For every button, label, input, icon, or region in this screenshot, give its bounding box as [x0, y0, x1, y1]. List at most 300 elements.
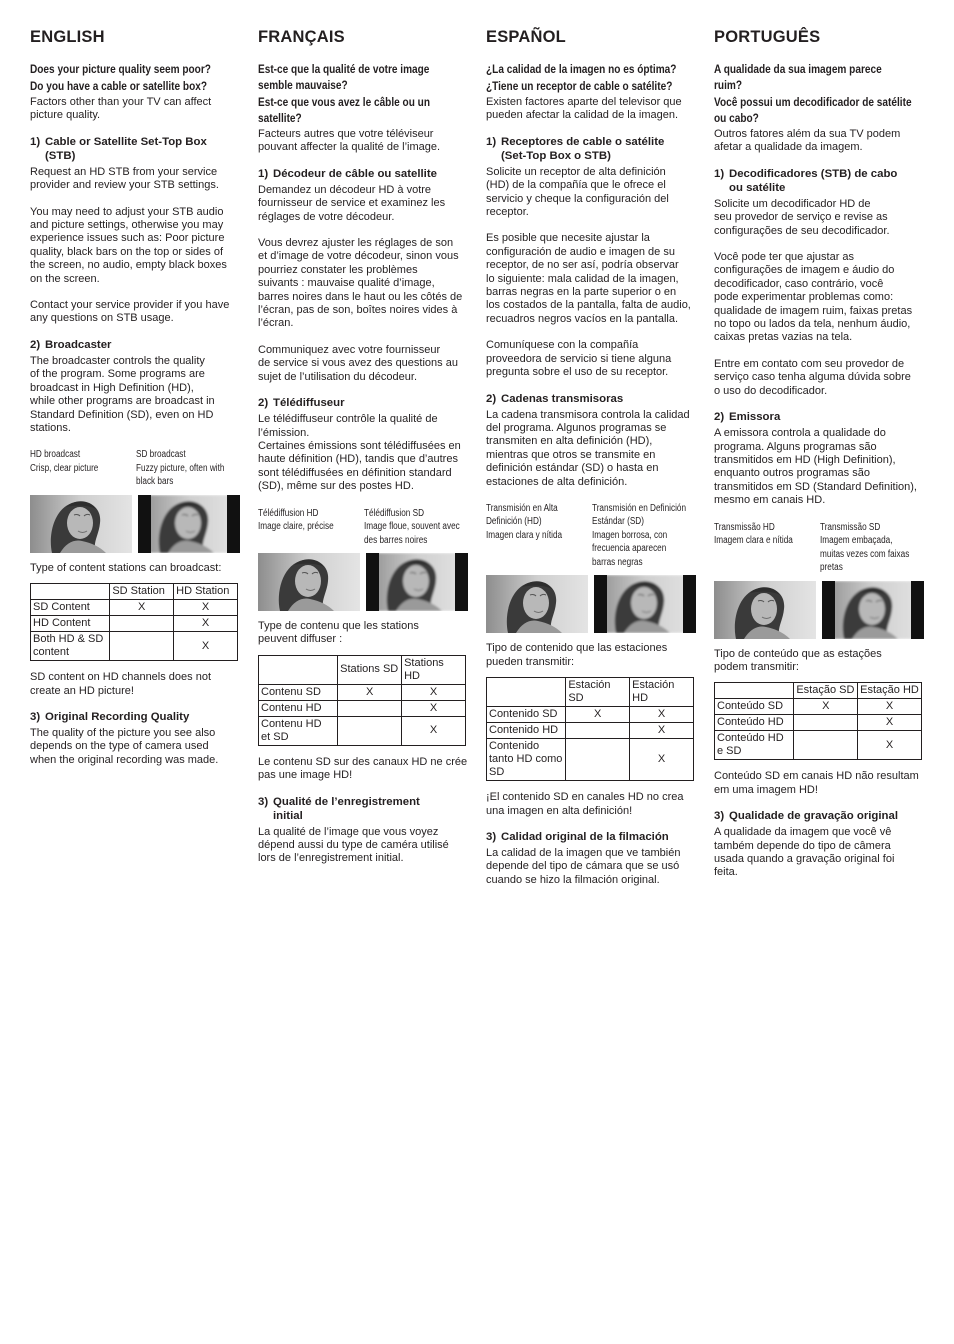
table-header-cell: SD Station: [110, 584, 174, 600]
section-1-paragraph-line: You may need to adjust your STB audio: [30, 205, 224, 218]
hd-caption-line: Transmissão HD: [714, 521, 775, 533]
language-title: PORTUGUÊS: [714, 28, 821, 46]
section-2-paragraph: [258, 413, 468, 493]
section-title: Cadenas transmisoras: [501, 392, 624, 405]
section-heading-3: [30, 710, 240, 724]
sd-caption: [364, 507, 460, 548]
section-number: 3): [486, 831, 497, 844]
section-number: 3): [30, 711, 41, 724]
broadcast-captions: [486, 502, 696, 570]
intro-questions: [258, 61, 468, 126]
section-heading-1: [486, 135, 696, 163]
section-title: (STB): [45, 149, 76, 162]
section-1-paragraph-line: any questions on STB usage.: [30, 312, 174, 325]
intro-question: Does your picture quality seem poor?: [30, 62, 211, 76]
language-column: [714, 28, 924, 880]
section-2-paragraph-line: enquanto outros programas são: [714, 467, 870, 480]
table-intro-line: Tipo de contenido que las estaciones: [486, 642, 668, 655]
table-row-label-line: SD: [489, 766, 505, 779]
intro-questions: [30, 61, 240, 94]
section-1-paragraph-line: Comuníquese con la compañía: [486, 339, 639, 352]
intro-text-line: Facteurs autres que votre téléviseur: [258, 128, 434, 140]
table-row-label: [31, 632, 110, 661]
table-intro-line: Type of content stations can broadcast:: [30, 561, 222, 574]
intro-text-line: Factors other than your TV can affect: [30, 96, 212, 108]
section-number: 1): [258, 167, 269, 180]
section-heading-1: [258, 167, 468, 181]
section-1-paragraph-line: de service si vous avez des questions au: [258, 357, 458, 370]
table-note: [714, 770, 924, 797]
sd-caption: [592, 502, 687, 570]
section-2-paragraph-line: stations.: [30, 421, 71, 434]
table-header-cell: [259, 655, 338, 684]
section-2-paragraph-line: of the program. Some programs are: [30, 368, 205, 381]
table-row: [487, 707, 694, 723]
table-note-line: SD content on HD channels does not: [30, 671, 212, 684]
sd-station-cell: [338, 700, 402, 716]
hd-caption: [30, 448, 115, 489]
sd-station-cell: [566, 723, 630, 739]
hd-sample-image-0: [30, 495, 132, 553]
section-number: 3): [714, 810, 725, 823]
section-1-paragraph-line: los costados de la pantalla, falta de audio,: [486, 299, 691, 312]
section-2-paragraph-line: broadcast in High Definition (HD),: [30, 381, 194, 394]
intro-question: ¿La calidad de la imagen no es óptima?: [486, 62, 677, 76]
section-title: Original Recording Quality: [45, 711, 190, 724]
section-1-paragraph-line: barras negras en la parte superior o en: [486, 286, 677, 299]
table-note-line: em uma imagem HD!: [714, 783, 818, 796]
table-intro-line: Type de contenu que les stations: [258, 620, 419, 633]
table-row: [715, 699, 922, 715]
hd-station-cell: X: [858, 715, 922, 731]
sd-caption-line: Imagen borrosa, con: [592, 529, 668, 541]
section-3-paragraph: [30, 727, 240, 767]
section-1-paragraph-line: seu provedor de serviço e revise as: [714, 211, 888, 224]
broadcast-images: [258, 553, 468, 611]
section-1-paragraph-line: provider and review your STB settings.: [30, 179, 219, 192]
sd-caption: [820, 521, 910, 575]
intro-text: [30, 96, 240, 123]
section-2-paragraph-line: (SD), même sur des postes HD.: [258, 480, 414, 493]
section-3-paragraph: [486, 847, 696, 887]
sd-caption-line: barras negras: [592, 556, 643, 568]
table-header-cell: [715, 683, 794, 699]
section-title: Qualidade de gravação original: [729, 810, 899, 823]
section-title: Emissora: [729, 411, 781, 424]
intro-text-line: picture quality.: [30, 109, 101, 122]
table-row-label: [31, 616, 110, 632]
table-row-label: [715, 699, 794, 715]
table-note: [258, 756, 468, 783]
section-3-paragraph-line: The quality of the picture you see also: [30, 727, 216, 740]
section-title: Receptores de cable o satélite: [501, 135, 665, 148]
section-2-paragraph-line: transmitidos em HD (High Definition),: [714, 453, 896, 466]
sd-sample-image-2: [594, 575, 696, 633]
hd-caption-line: HD broadcast: [30, 449, 81, 461]
intro-text: [486, 96, 696, 123]
broadcast-images: [486, 575, 696, 633]
table-row-label-line: et SD: [261, 730, 289, 743]
section-1-paragraph-line: Solicite un receptor de alta definición: [486, 165, 666, 178]
table-note-line: ¡El contenido SD en canales HD no crea: [486, 791, 684, 804]
sd-caption-line: Télédiffusion SD: [364, 507, 425, 519]
section-heading-1: [714, 167, 924, 195]
sd-station-cell: [794, 731, 858, 760]
broadcast-images: [30, 495, 240, 553]
table-note-line: Conteúdo SD em canais HD não resultam: [714, 770, 919, 783]
sd-caption-line: Image floue, souvent avec: [364, 521, 460, 533]
table-row-label-line: Contenido HD: [489, 724, 559, 737]
intro-question: Do you have a cable or satellite box?: [30, 79, 208, 93]
sd-caption-line: frecuencia aparecen: [592, 543, 667, 555]
section-1-paragraph-line: Solicite um decodificador HD de: [714, 197, 871, 210]
section-1-paragraph: [30, 206, 240, 286]
sd-caption-line: Fuzzy picture, often with: [136, 462, 225, 474]
table-row-label-line: Conteúdo SD: [717, 700, 784, 713]
section-3-paragraph-line: A qualidade da imagem que você vê: [714, 826, 892, 839]
table-row: [715, 731, 922, 760]
table-note: [486, 791, 696, 818]
section-1-paragraph-line: l’écran.: [258, 317, 294, 330]
section-title: Télédiffuseur: [273, 397, 345, 410]
hd-station-cell: X: [402, 700, 466, 716]
section-1-paragraph-line: l’écran, pas de son, boîtes noires vides à: [258, 304, 458, 317]
section-1-paragraph-line: barres noires dans le haut ou les côtés de: [258, 290, 463, 303]
section-1-paragraph-line: pourriez constater les problèmes: [258, 263, 418, 276]
sd-caption-line: Imagem embaçada,: [820, 535, 893, 547]
table-header-cell: HD Station: [174, 584, 238, 600]
section-1-paragraph-line: réglages de votre décodeur.: [258, 210, 395, 223]
section-title: initial: [273, 809, 303, 822]
sd-caption-line: Transmisión en Definición: [592, 502, 687, 514]
section-title: Qualité de l’enregistrement: [273, 795, 420, 808]
station-content-table: [486, 677, 694, 781]
sd-caption: [136, 448, 225, 489]
hd-caption-line: Télédiffusion HD: [258, 507, 319, 519]
section-1-paragraph-line: Você pode ter que ajustar as: [714, 251, 855, 264]
sd-station-cell: [338, 716, 402, 745]
section-1-paragraph-line: servicio y cheque la configuración del: [486, 192, 669, 205]
section-1-paragraph-line: the screen, no audio, empty black boxes: [30, 259, 227, 272]
hd-station-cell: X: [402, 684, 466, 700]
section-1-paragraph-line: pode experimentar problemas como:: [714, 291, 894, 304]
table-row: [259, 684, 466, 700]
section-1-paragraph-line: caixas pretas vazias na tela.: [714, 331, 853, 344]
section-2-paragraph-line: transmitidos em SD (Standard Definition),: [714, 480, 917, 493]
table-row-label-line: content: [33, 646, 70, 659]
table-row-label-line: Conteúdo HD: [717, 732, 784, 745]
table-row-label: [487, 707, 566, 723]
intro-questions: [486, 61, 696, 94]
intro-text-line: afetar a qualidade da imagem.: [714, 141, 863, 154]
section-3-paragraph-line: lors de l’enregistrement initial.: [258, 852, 404, 865]
intro-text: [258, 128, 468, 155]
sd-station-cell: X: [110, 600, 174, 616]
section-1-paragraph-line: fournisseur de service et examinez les: [258, 197, 446, 210]
intro-text-line: Outros fatores além da sua TV podem: [714, 128, 901, 140]
table-intro-line: peuvent diffuser :: [258, 633, 343, 646]
table-note-line: pas une image HD!: [258, 769, 353, 782]
table-row-label-line: SD Content: [33, 601, 90, 614]
intro-question: ¿Tiene un receptor de cable o satélite?: [486, 79, 673, 93]
broadcast-captions: [714, 521, 924, 575]
sd-station-cell: X: [338, 684, 402, 700]
section-1-paragraph-line: o uso do decodificador.: [714, 384, 828, 397]
section-2-paragraph-line: del programa. Algunos programas se: [486, 421, 667, 434]
table-header-row: [259, 655, 466, 684]
hd-station-cell: X: [174, 632, 238, 661]
sd-caption-line: pretas: [820, 562, 843, 574]
section-2-paragraph-line: La cadena transmisora controla la calidad: [486, 408, 690, 421]
table-header-cell: Estação HD: [858, 683, 922, 699]
hd-caption: [486, 502, 571, 570]
language-column: [258, 28, 468, 866]
section-3-paragraph-line: feita.: [714, 866, 738, 879]
section-2-paragraph-line: mesmo em canais HD.: [714, 494, 826, 507]
table-header-row: [715, 683, 922, 699]
section-1-paragraph: [30, 166, 240, 193]
section-1-paragraph: [714, 251, 924, 345]
intro-text: [714, 128, 924, 155]
section-2-paragraph-line: sont télédiffusées en définition standard: [258, 466, 452, 479]
section-2-paragraph-line: Standard Definition (SD), even on HD: [30, 408, 214, 421]
section-2-paragraph-line: estaciones de alta definición.: [486, 475, 628, 488]
table-header-cell: Stations SD: [338, 655, 402, 684]
section-3-paragraph-line: when the original recording was made.: [30, 753, 219, 766]
section-3-paragraph-line: dépend aussi du type de caméra utilisé: [258, 839, 449, 852]
section-1-paragraph-line: et d’image de votre décodeur, sinon vous: [258, 250, 459, 263]
section-1-paragraph-line: receptor, de no ser así, podría observar: [486, 259, 679, 272]
section-2-paragraph: [714, 427, 924, 507]
table-row-label-line: tanto HD como: [489, 753, 563, 766]
section-title: (Set-Top Box o STB): [501, 149, 611, 162]
hd-station-cell: X: [402, 716, 466, 745]
section-heading-3: [486, 830, 696, 844]
section-2-paragraph-line: Certaines émissions sont télédiffusées en: [258, 439, 461, 452]
table-intro: [30, 562, 240, 575]
sd-station-cell: [794, 715, 858, 731]
table-row: [487, 739, 694, 781]
section-title: Calidad original de la filmación: [501, 831, 669, 844]
language-title: FRANÇAIS: [258, 28, 345, 46]
section-number: 1): [30, 135, 41, 148]
section-1-paragraph-line: on the screen.: [30, 272, 100, 285]
section-1-paragraph-line: Vous devrez ajuster les réglages de son: [258, 237, 454, 250]
table-row-label: [487, 723, 566, 739]
section-3-paragraph-line: também depende do tipo de câmera: [714, 839, 891, 852]
table-row-label-line: Contenu HD: [261, 701, 322, 714]
section-number: 1): [486, 135, 497, 148]
section-2-paragraph-line: A emissora controla a qualidade do: [714, 427, 886, 440]
language-column: [30, 28, 240, 767]
section-1-paragraph-line: (HD) de la compañía que le ofrece el: [486, 179, 666, 192]
sd-station-cell: [110, 632, 174, 661]
section-heading-2: [714, 410, 924, 424]
station-content-table: [258, 655, 466, 746]
table-row-label-line: HD Content: [33, 617, 91, 630]
hd-station-cell: X: [630, 723, 694, 739]
table-row-label-line: Conteúdo HD: [717, 716, 784, 729]
table-row-label-line: Both HD & SD: [33, 633, 104, 646]
table-row-label: [259, 684, 338, 700]
section-heading-3: [258, 795, 468, 823]
section-heading-3: [714, 809, 924, 823]
section-1-paragraph: [714, 358, 924, 398]
section-heading-2: [258, 396, 468, 410]
broadcast-images: [714, 581, 924, 639]
table-row-label-line: Contenu HD: [261, 717, 322, 730]
section-3-paragraph: [258, 826, 468, 866]
table-row: [487, 723, 694, 739]
sd-station-cell: X: [794, 699, 858, 715]
table-row-label-line: e SD: [717, 745, 742, 758]
section-1-paragraph-line: pregunta sobre el uso de su receptor.: [486, 366, 669, 379]
hd-station-cell: X: [858, 699, 922, 715]
intro-text-line: pueden afectar la calidad de la imagen.: [486, 109, 679, 122]
sd-sample-image-0: [138, 495, 240, 553]
table-intro-line: Tipo de conteúdo que as estações: [714, 647, 882, 660]
section-1-paragraph: [486, 166, 696, 220]
hd-caption-line: Crisp, clear picture: [30, 462, 99, 474]
section-2-paragraph-line: The broadcaster controls the quality: [30, 354, 205, 367]
section-1-paragraph-line: quality, black bars on the top or sides of: [30, 245, 224, 258]
hd-caption-line: Imagen clara y nítida: [486, 529, 563, 541]
sd-caption-line: SD broadcast: [136, 449, 186, 461]
hd-caption-line: Transmisión en Alta: [486, 502, 558, 514]
section-3-paragraph-line: cuando se hizo la filmación original.: [486, 873, 660, 886]
table-intro: [714, 648, 924, 675]
section-heading-2: [30, 338, 240, 352]
language-column: [486, 28, 696, 887]
intro-text-line: Existen factores aparte del televisor que: [486, 96, 682, 108]
intro-text-line: pouvant affecter la qualité de l’image.: [258, 141, 441, 154]
table-row: [715, 715, 922, 731]
hd-station-cell: X: [174, 616, 238, 632]
section-number: 2): [30, 338, 41, 351]
table-header-cell: Estación HD: [630, 678, 694, 707]
section-2-paragraph-line: l’émission.: [258, 426, 310, 439]
section-1-paragraph: [258, 344, 468, 384]
sd-caption-line: des barres noires: [364, 534, 428, 546]
table-header-cell: Estación SD: [566, 678, 630, 707]
section-3-paragraph-line: La calidad de la imagen que ve también: [486, 847, 681, 860]
sd-station-cell: [110, 616, 174, 632]
hd-station-cell: X: [174, 600, 238, 616]
section-1-paragraph-line: Contact your service provider if you have: [30, 299, 230, 312]
section-1-paragraph-line: decodificador, caso contrário, você: [714, 277, 884, 290]
section-1-paragraph-line: recuadros negros vacíos en la pantalla.: [486, 312, 679, 325]
intro-question: A qualidade da sua imagem parece ruim?: [714, 62, 882, 92]
table-header-cell: [487, 678, 566, 707]
table-row: [259, 716, 466, 745]
table-intro-line: pueden transmitir:: [486, 655, 575, 668]
sd-station-cell: [566, 739, 630, 781]
section-2-paragraph: [30, 355, 240, 435]
table-note-line: create an HD picture!: [30, 684, 134, 697]
table-header-cell: Stations HD: [402, 655, 466, 684]
table-row: [31, 616, 238, 632]
section-1-paragraph-line: configurações de seu decodificador.: [714, 224, 890, 237]
section-2-paragraph-line: programa. Alguns programas são: [714, 440, 877, 453]
hd-caption: [714, 521, 799, 575]
section-3-paragraph-line: usada quando a gravação original foi: [714, 852, 895, 865]
sd-caption-line: black bars: [136, 476, 174, 488]
hd-sample-image-1: [258, 553, 360, 611]
section-2-paragraph: [486, 409, 696, 489]
table-intro-line: podem transmitir:: [714, 660, 799, 673]
section-1-paragraph-line: suivants : mauvaise qualité d’image,: [258, 277, 435, 290]
table-header-cell: Estação SD: [794, 683, 858, 699]
table-note: [30, 671, 240, 698]
section-1-paragraph-line: qualidade de imagem ruim, faixas pretas: [714, 304, 913, 317]
section-1-paragraph: [486, 232, 696, 326]
section-1-paragraph-line: configurações de imagem e áudio do: [714, 264, 895, 277]
section-1-paragraph-line: no topo ou lados da tela, nenhum áudio,: [714, 318, 911, 331]
table-row-label: [715, 731, 794, 760]
table-intro: [486, 642, 696, 669]
section-1-paragraph-line: Demandez un décodeur HD à votre: [258, 183, 432, 196]
section-number: 2): [714, 411, 725, 424]
table-row-label: [31, 600, 110, 616]
intro-question: Est-ce que vous avez le câble ou un satellite?: [258, 95, 430, 125]
hd-sample-image-2: [486, 575, 588, 633]
hd-sample-image-3: [714, 581, 816, 639]
section-number: 2): [486, 392, 497, 405]
section-1-paragraph-line: receptor.: [486, 206, 529, 219]
section-2-paragraph-line: mientras que otros se transmite en: [486, 448, 656, 461]
section-1-paragraph-line: lo siguiente: mala calidad de la imagen,: [486, 272, 679, 285]
section-title: ou satélite: [729, 181, 786, 194]
table-row: [31, 632, 238, 661]
section-1-paragraph-line: Es posible que necesite ajustar la: [486, 232, 650, 245]
table-note-line: una imagen en alta definición!: [486, 804, 633, 817]
section-1-paragraph-line: sujet de l’utilisation du décodeur.: [258, 370, 417, 383]
section-1-paragraph-line: serviço caso tenha alguma dúvida sobre: [714, 371, 911, 384]
section-2-paragraph-line: transmiten en alta definición (HD),: [486, 435, 653, 448]
section-3-paragraph-line: depends on the type of camera used: [30, 740, 209, 753]
sd-caption-line: muitas vezes com faixas: [820, 548, 910, 560]
table-row-label-line: Contenido: [489, 740, 540, 753]
table-row-label: [259, 700, 338, 716]
section-3-paragraph: [714, 826, 924, 880]
section-title: Cable or Satellite Set-Top Box: [45, 135, 207, 148]
section-2-paragraph-line: haute définition (HD), tandis que d’autres: [258, 453, 458, 466]
language-title: ESPAÑOL: [486, 28, 566, 46]
hd-caption: [258, 507, 343, 548]
section-2-paragraph-line: while other programs are broadcast in: [30, 395, 215, 408]
hd-station-cell: X: [858, 731, 922, 760]
table-row-label: [259, 716, 338, 745]
section-title: Broadcaster: [45, 338, 112, 351]
section-heading-1: [30, 135, 240, 163]
section-heading-2: [486, 392, 696, 406]
table-header-row: [487, 678, 694, 707]
section-3-paragraph-line: La qualité de l’image que vous voyez: [258, 825, 439, 838]
table-row-label: [715, 715, 794, 731]
section-1-paragraph: [486, 339, 696, 379]
section-1-paragraph: [258, 237, 468, 331]
table-row-label-line: Contenido SD: [489, 708, 558, 721]
section-number: 1): [714, 167, 725, 180]
table-header-cell: [31, 584, 110, 600]
section-1-paragraph: [714, 198, 924, 238]
intro-question: Est-ce que la qualité de votre image semble mauvaise?: [258, 62, 430, 92]
section-number: 3): [258, 795, 269, 808]
hd-caption-line: Definición (HD): [486, 516, 542, 528]
language-title: ENGLISH: [30, 28, 105, 46]
section-1-paragraph-line: Communiquez avec votre fournisseur: [258, 343, 441, 356]
table-header-row: [31, 584, 238, 600]
